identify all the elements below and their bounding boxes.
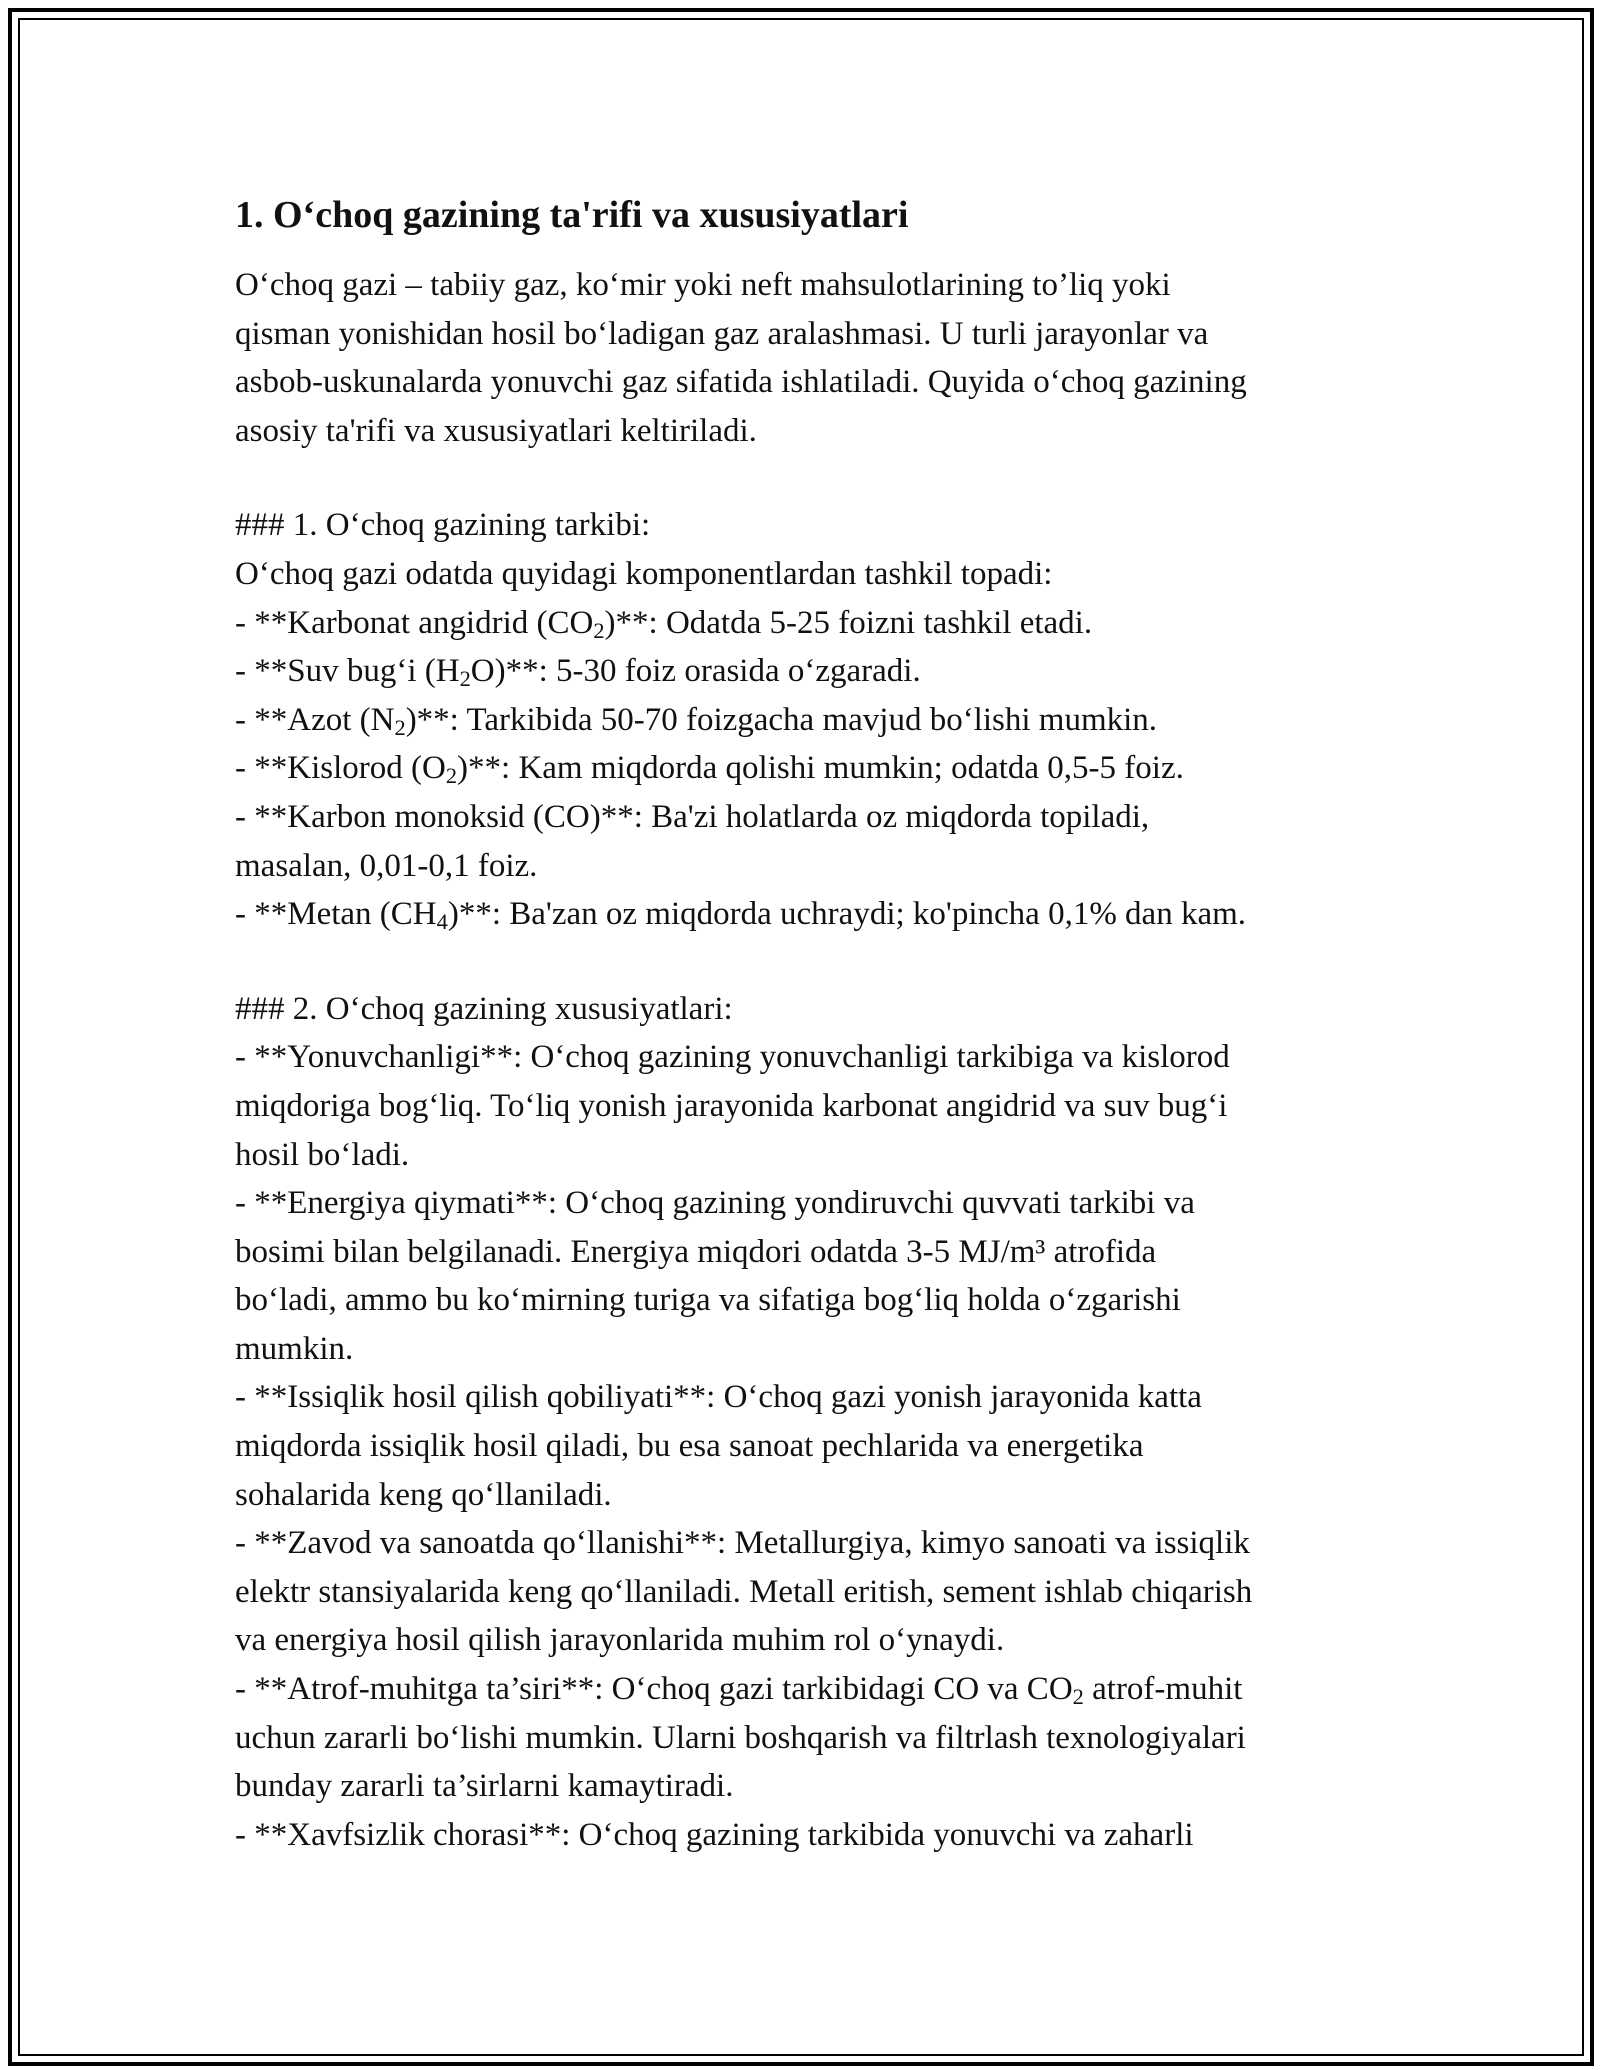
list-item: - **Azot $(N_2)**$: Tarkibida 50-70 foizgacha mavjud bo‘lishi mumkin. (235, 701, 1158, 740)
section-properties (235, 985, 1395, 1860)
intro-paragraph: O‘choq gazi – tabiiy gaz, ko‘mir yoki neft mahsulotlarining to’liq yoki qisman yonishidan hosil bo‘ladigan gaz aralashmasi. U turli jarayonlar va asbob-uskunalarda yonuvchi gaz sifatida ishlatiladi. Quyida o‘choq gazining asosiy ta'rifi va xususiyatlari keltiriladi. (235, 267, 1247, 449)
list-item: - **Karbonat angidrid $(CO_2)**$: Odatda 5-25 foizni tashkil etadi. (235, 604, 1093, 643)
section-lead: O‘choq gazi odatda quyidagi komponentlardan tashkil topadi: (235, 555, 1053, 592)
list-item: - **Suv bug‘i $(H_2O)**$: 5-30 foiz orasida o‘zgaradi. (235, 653, 921, 692)
list-item: - **Yonuvchanligi**: O‘choq gazining yonuvchanligi tarkibiga va kislorod miqdoriga bog‘liq. To‘liq yonish jarayonida karbonat angidrid va suv bug‘i hosil bo‘ladi. (235, 1039, 1230, 1173)
list-item: - **Energiya qiymati**: O‘choq gazining yondiruvchi quvvati tarkibi va bosimi bilan belgilanadi. Energiya miqdori odatda 3-5 MJ/m³ atrofida bo‘ladi, ammo bu ko‘mirning turiga va sifatiga bog‘liq holda o‘zgarishi mumkin. (235, 1185, 1195, 1367)
list-item: - **Zavod va sanoatda qo‘llanishi**: Metallurgiya, kimyo sanoati va issiqlik elektr stansiyalarida keng qo‘llaniladi. Metall eritish, sement ishlab chiqarish va energiya hosil qilish jarayonlarida muhim rol o‘ynaydi. (235, 1525, 1253, 1659)
list-item: - **Xavfsizlik chorasi**: O‘choq gazining tarkibida yonuvchi va zaharli (235, 1816, 1194, 1853)
section-heading: ### 1. O‘choq gazining tarkibi: (235, 507, 651, 544)
list-item: - **Issiqlik hosil qilish qobiliyati**: O‘choq gazi yonish jarayonida katta miqdorda issiqlik hosil qiladi, bu esa sanoat pechlarida va energetika sohalarida keng qo‘llaniladi. (235, 1379, 1202, 1513)
section-heading: ### 2. O‘choq gazining xususiyatlari: (235, 990, 733, 1027)
section-composition (235, 501, 1395, 938)
list-item: - **Kislorod $(O_2)**$: Kam miqdorda qolishi mumkin; odatda 0,5-5 foiz. (235, 750, 1184, 789)
document-body (235, 189, 1395, 1859)
list-item: - **Karbon monoksid (CO)**: Ba'zi holatlarda oz miqdorda topiladi, masalan, 0,01-0,1 foiz. (235, 798, 1150, 884)
list-item: - **Atrof-muhitga ta’siri**: O‘choq gazi tarkibidagi CO va $CO_2$ atrof-muhit uchun zararli bo‘lishi mumkin. Ularni boshqarish va filtrlash texnologiyalari bunday zararli ta’sirlarni kamaytiradi. (235, 1671, 1246, 1805)
list-item: - **Metan $(CH_4)**$: Ba'zan oz miqdorda uchraydi; ko'pincha 0,1% dan kam. (235, 896, 1247, 935)
document-title: 1. O‘choq gazining ta'rifi va xususiyatlari (235, 194, 909, 236)
